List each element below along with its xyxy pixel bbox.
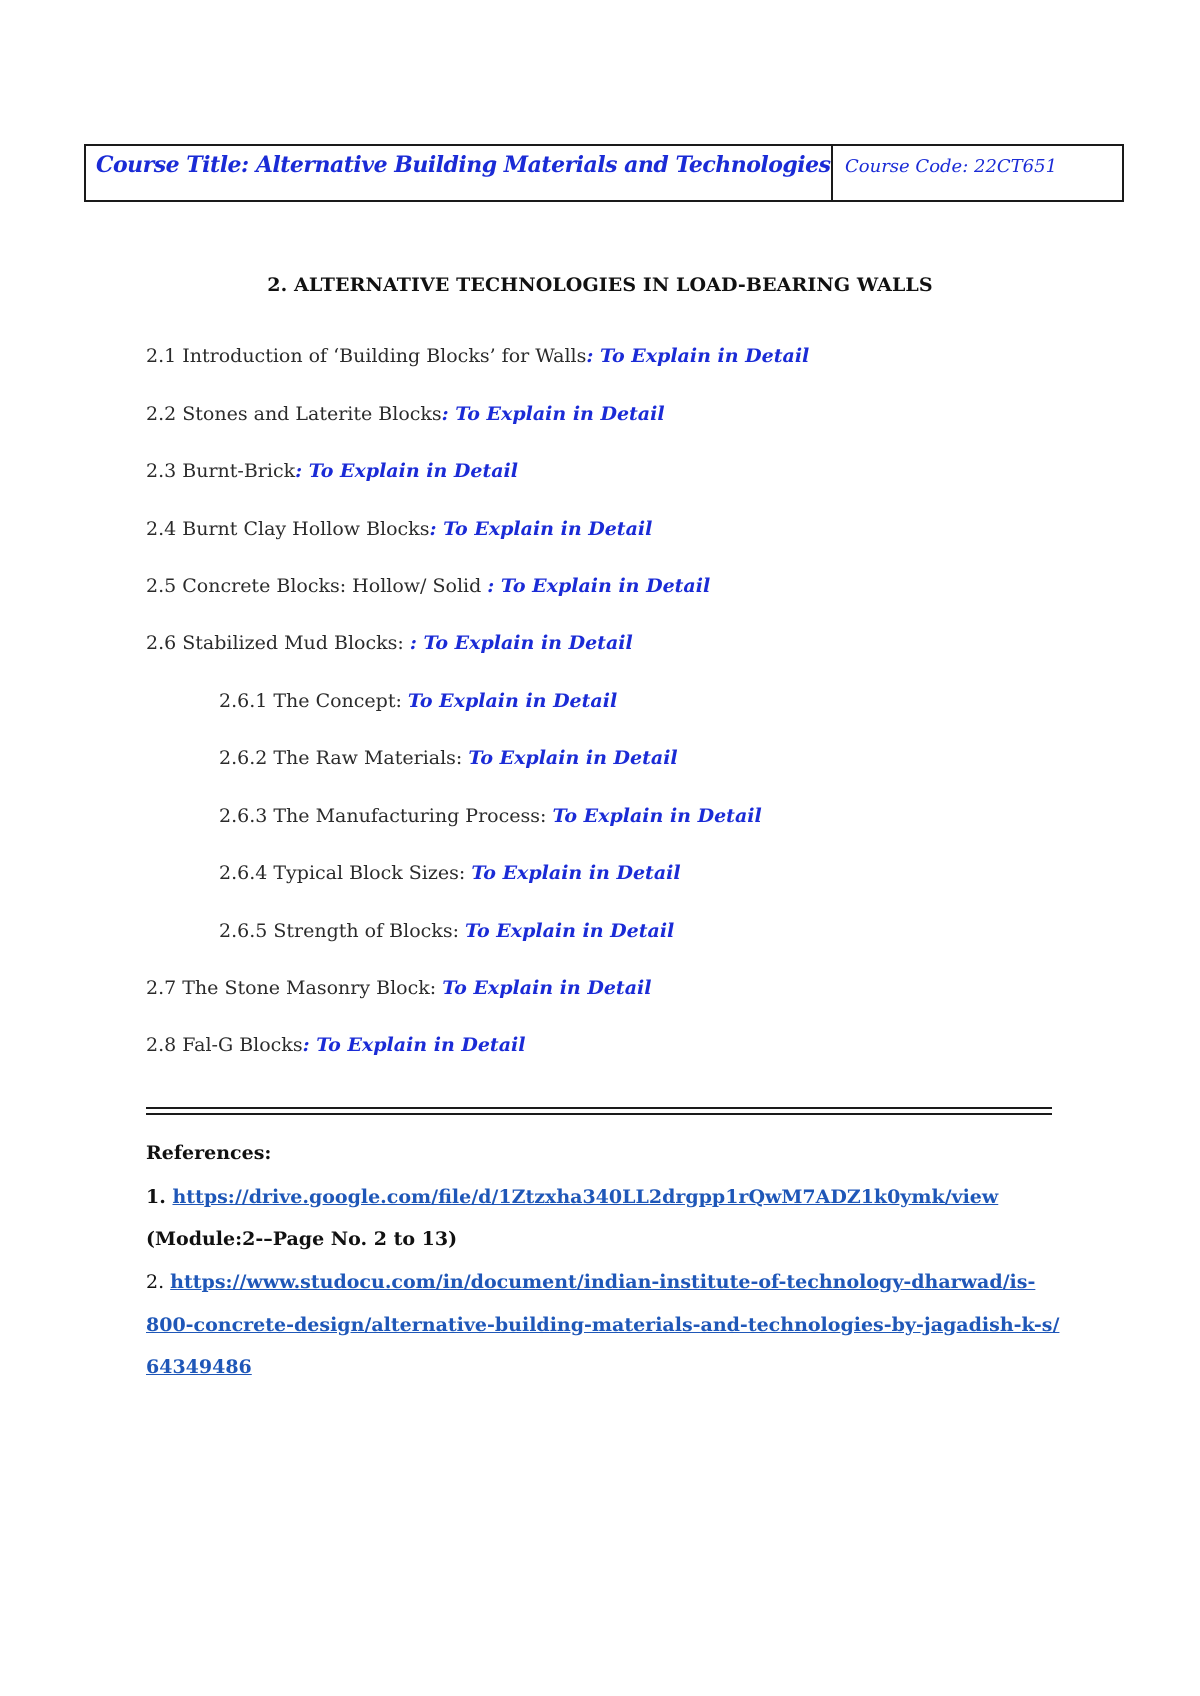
toc-item-text: 2.1 Introduction of ‘Building Blocks’ for Walls bbox=[146, 345, 587, 367]
reference-link-2-line2[interactable]: 800-concrete-design/alternative-building-materials-and-technologies-by-jagadish-k-s/ bbox=[146, 1314, 1060, 1336]
toc-item-text: 2.6.3 The Manufacturing Process: bbox=[219, 805, 553, 827]
toc-subitem bbox=[219, 805, 762, 827]
references-heading: References: bbox=[146, 1142, 272, 1164]
reference-link-2[interactable]: https://www.studocu.com/in/document/indian-institute-of-technology-dharwad/is- bbox=[170, 1271, 1036, 1293]
reference-number: 1. bbox=[146, 1186, 173, 1208]
course-header-table bbox=[84, 144, 1124, 202]
reference-item-2-cont bbox=[146, 1356, 252, 1378]
toc-item-text: 2.3 Burnt-Brick bbox=[146, 460, 296, 482]
toc-item-text: 2.2 Stones and Laterite Blocks bbox=[146, 403, 442, 425]
toc-item bbox=[146, 403, 665, 425]
toc-item-explain: : To Explain in Detail bbox=[487, 575, 711, 597]
course-title: Course Title: Alternative Building Materials and Technologies bbox=[86, 146, 833, 200]
reference-number: 2. bbox=[146, 1271, 171, 1293]
toc-item-text: 2.6.4 Typical Block Sizes: bbox=[219, 862, 472, 884]
toc-item-explain: : To Explain in Detail bbox=[429, 518, 653, 540]
toc-item-explain: : To Explain in Detail bbox=[441, 403, 665, 425]
toc-item-text: 2.7 The Stone Masonry Block: bbox=[146, 977, 443, 999]
toc-item bbox=[146, 345, 809, 367]
toc-item-explain: : To Explain in Detail bbox=[586, 345, 810, 367]
toc-item-text: 2.4 Burnt Clay Hollow Blocks bbox=[146, 518, 430, 540]
course-code: Course Code: 22CT651 bbox=[845, 156, 1058, 177]
toc-item-text: 2.6 Stabilized Mud Blocks: bbox=[146, 632, 410, 654]
toc-item-text: 2.6.1 The Concept: bbox=[219, 690, 408, 712]
toc-item bbox=[146, 460, 518, 482]
toc-item-text: 2.8 Fal-G Blocks bbox=[146, 1034, 303, 1056]
reference-note-1 bbox=[146, 1228, 457, 1250]
toc-item bbox=[146, 575, 710, 597]
toc-subitem bbox=[219, 747, 678, 769]
toc-item-explain: To Explain in Detail bbox=[407, 690, 618, 712]
reference-link-1[interactable]: https://drive.google.com/file/d/1Ztzxha340LL2drgpp1rQwM7ADZ1k0ymk/view bbox=[172, 1186, 999, 1208]
toc-item-explain: To Explain in Detail bbox=[552, 805, 762, 827]
toc-item-explain: : To Explain in Detail bbox=[409, 632, 633, 654]
reference-link-2-line3[interactable]: 64349486 bbox=[146, 1356, 252, 1378]
toc-item bbox=[146, 632, 633, 654]
reference-item-1 bbox=[146, 1186, 998, 1208]
toc-item-explain: : To Explain in Detail bbox=[302, 1034, 526, 1056]
toc-item-text: 2.5 Concrete Blocks: Hollow/ Solid bbox=[146, 575, 488, 597]
toc-item-explain: To Explain in Detail bbox=[468, 747, 678, 769]
toc-item bbox=[146, 977, 651, 999]
toc-item-text: 2.6.5 Strength of Blocks: bbox=[219, 920, 466, 942]
reference-note-text: (Module:2-–Page No. 2 to 13) bbox=[146, 1228, 458, 1250]
page-title: 2. ALTERNATIVE TECHNOLOGIES IN LOAD-BEARING WALLS bbox=[267, 274, 933, 296]
toc-item-explain: To Explain in Detail bbox=[465, 920, 675, 942]
toc-subitem bbox=[219, 920, 674, 942]
reference-item-2-cont bbox=[146, 1314, 1059, 1336]
toc-item-explain: : To Explain in Detail bbox=[295, 460, 518, 482]
toc-item-explain: To Explain in Detail bbox=[442, 977, 652, 999]
toc-item-explain: To Explain in Detail bbox=[471, 862, 681, 884]
reference-item-2 bbox=[146, 1271, 1035, 1293]
toc-item bbox=[146, 518, 652, 540]
toc-subitem bbox=[219, 690, 617, 712]
double-rule-divider bbox=[146, 1107, 1052, 1115]
toc-item bbox=[146, 1034, 525, 1056]
toc-item-text: 2.6.2 The Raw Materials: bbox=[219, 747, 469, 769]
toc-subitem bbox=[219, 862, 681, 884]
